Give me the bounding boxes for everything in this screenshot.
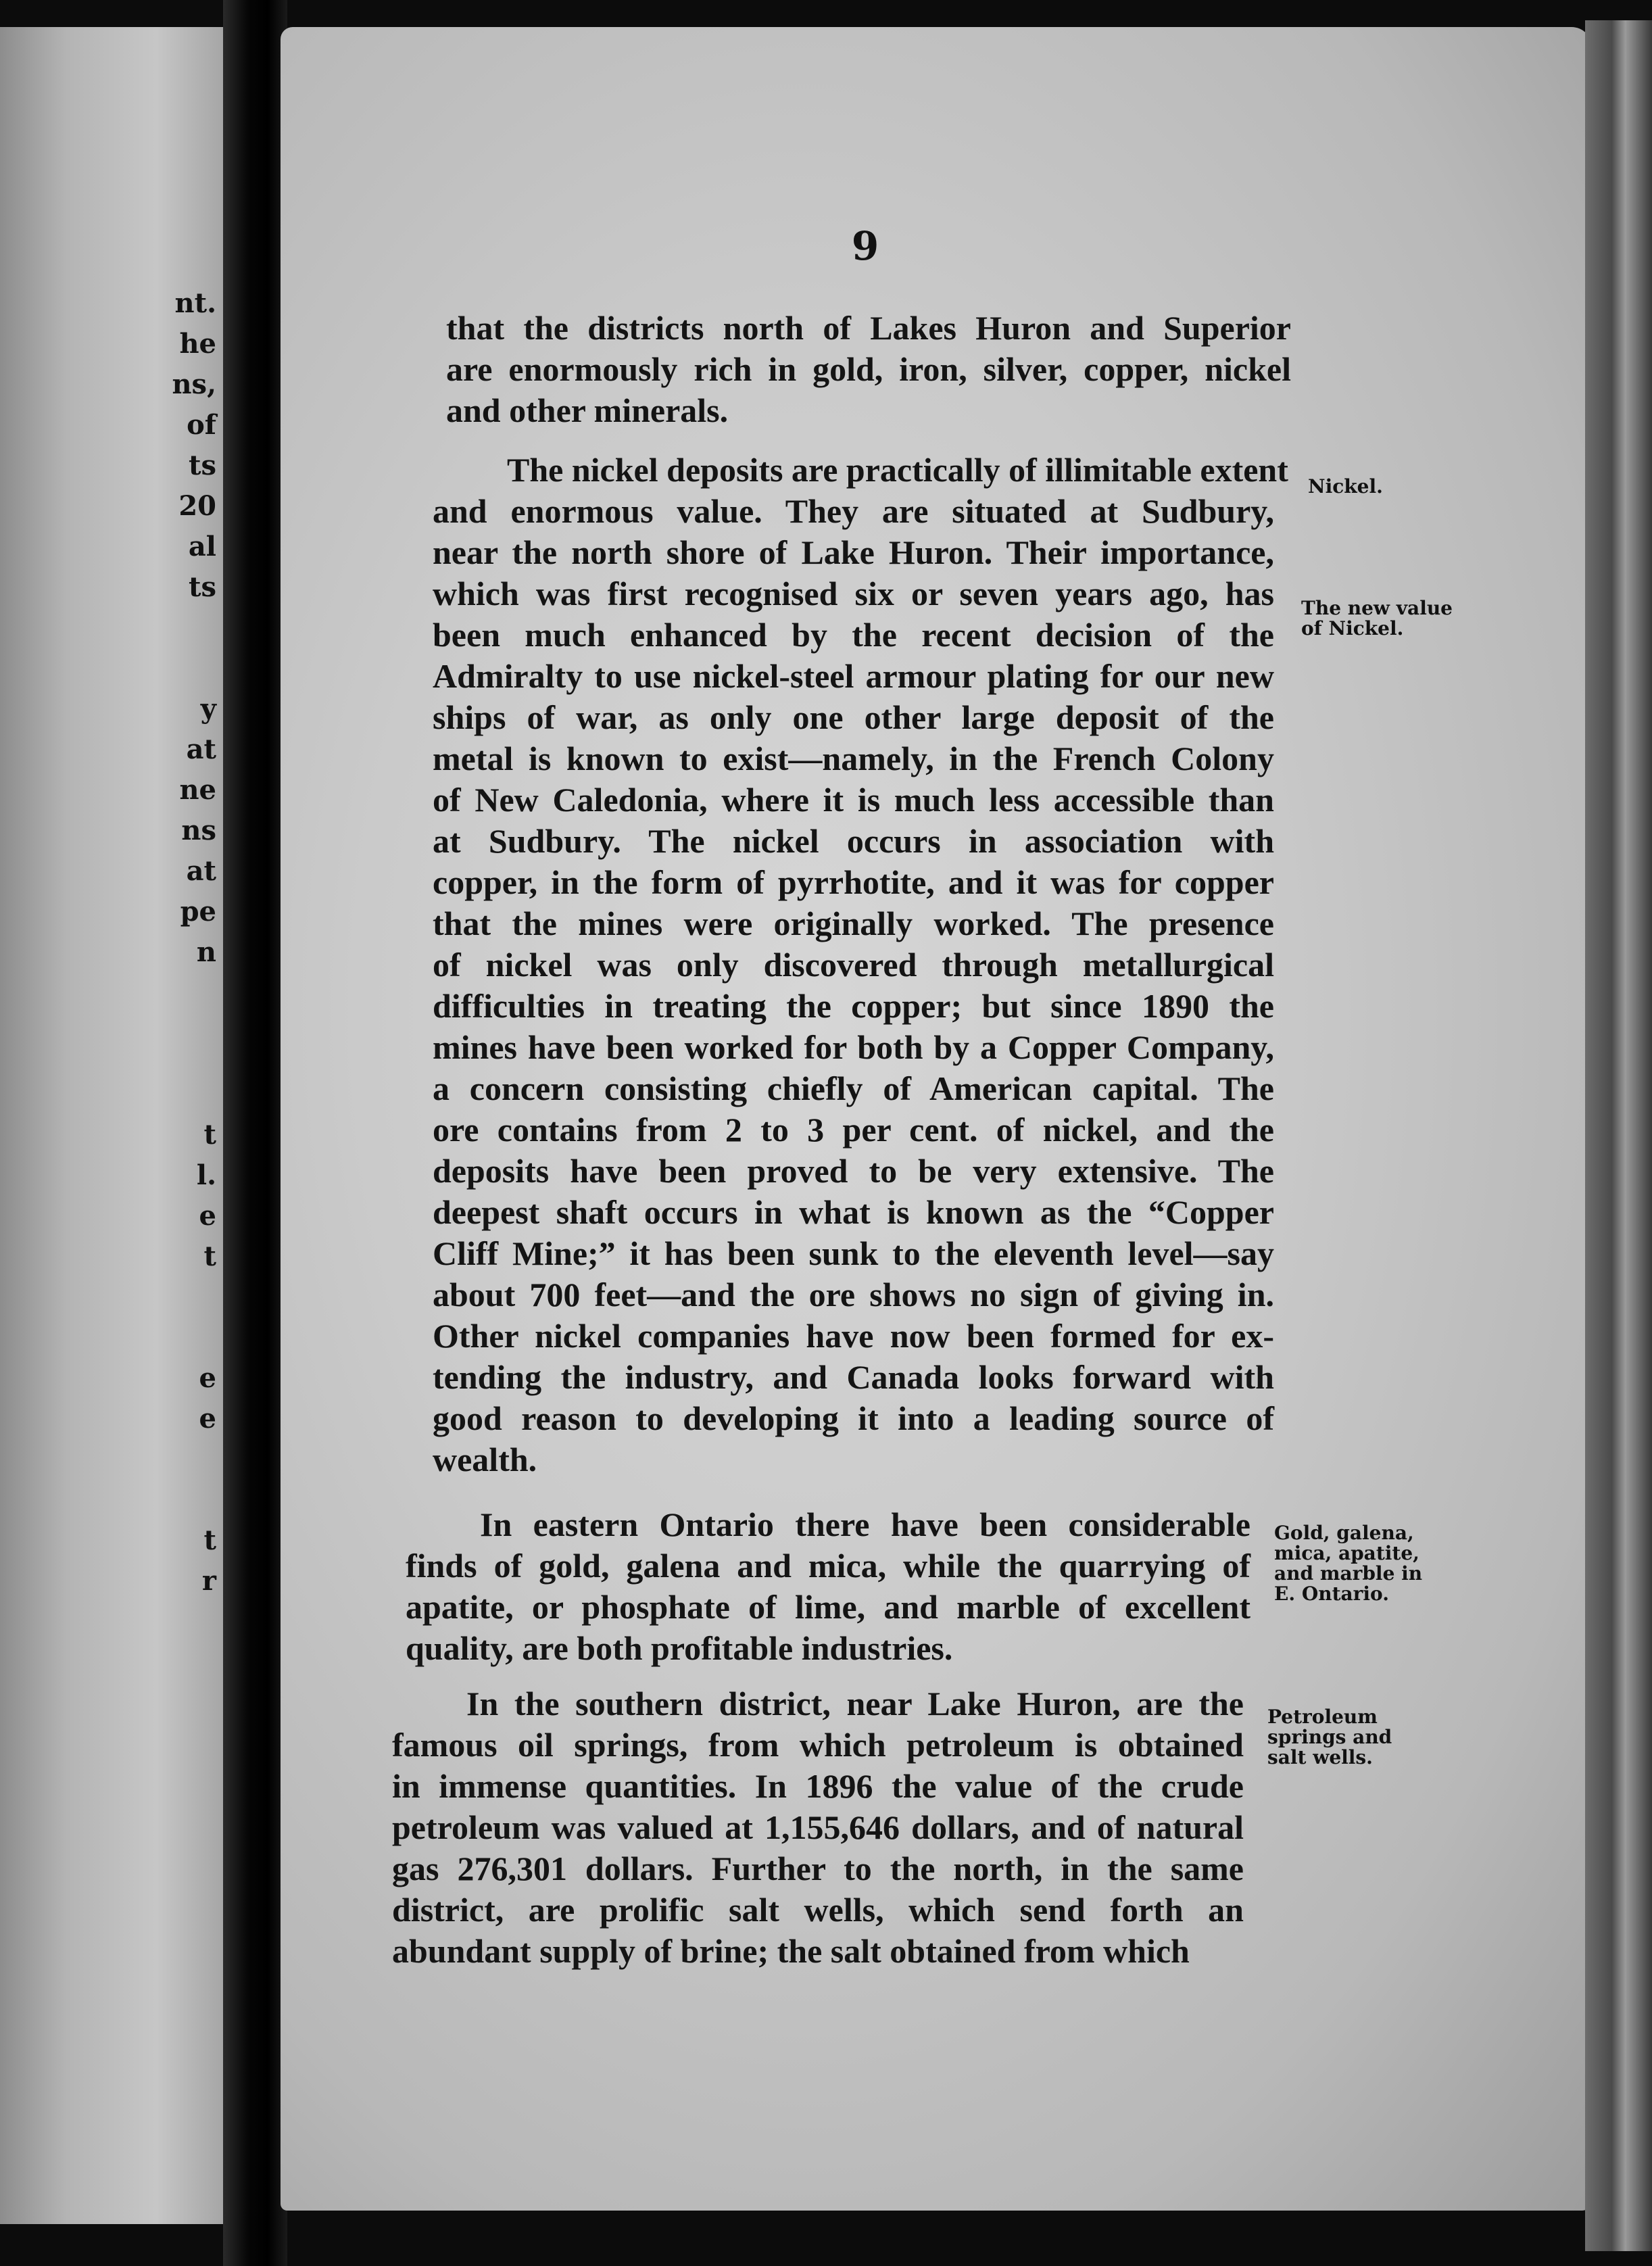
text-line: deepest shaft occurs in what is known as the “Copper [433, 1193, 1274, 1231]
previous-page-fragment: ns [181, 815, 216, 846]
book-gutter [223, 0, 287, 2266]
text-line: difficulties in treating the copper; but since 1890 the [433, 987, 1274, 1025]
previous-page-fragment: t [203, 1524, 216, 1556]
text-line: are enormously rich in gold, iron, silver, copper, nickel [446, 350, 1291, 388]
text-line: In eastern Ontario there have been considerable [480, 1505, 1250, 1543]
previous-page-fragment: l. [196, 1159, 216, 1191]
text-line: metal is known to exist—namely, in the French Colony [433, 740, 1274, 777]
text-line: about 700 feet—and the ore shows no sign of giving in. [433, 1276, 1274, 1313]
previous-page-fragment: e [199, 1362, 216, 1394]
previous-page-fragment: y [200, 693, 216, 725]
text-line: which was first recognised six or seven years ago, has [433, 575, 1274, 612]
page-stack-edge [1585, 20, 1652, 2251]
previous-page-fragment: 20 [178, 490, 216, 522]
text-line: abundant supply of brine; the salt obtained from which [392, 1932, 1190, 1970]
text-line: good reason to developing it into a leading source of [433, 1399, 1274, 1437]
text-line: quality, are both profitable industries. [406, 1629, 953, 1667]
text-line: Other nickel companies have now been formed for ex- [433, 1317, 1274, 1355]
text-line: a concern consisting chiefly of American capital. The [433, 1069, 1274, 1107]
text-line: at Sudbury. The nickel occurs in association with [433, 822, 1274, 860]
text-line: gas 276,301 dollars. Further to the north, in the same [392, 1850, 1244, 1887]
text-line: In the southern district, near Lake Huron, are the [466, 1685, 1244, 1722]
previous-page-fragment: t [203, 1119, 216, 1151]
text-line: of nickel was only discovered through metallurgical [433, 946, 1274, 984]
text-line: that the districts north of Lakes Huron and Superior [446, 309, 1291, 347]
previous-page-fragment: al [188, 531, 216, 562]
text-line: Admiralty to use nickel-steel armour plating for our new [433, 657, 1274, 695]
previous-page-fragment: pe [180, 896, 216, 927]
previous-page-fragment: at [186, 733, 216, 765]
text-line: petroleum was valued at 1,155,646 dollars, and of natural [392, 1808, 1244, 1846]
text-line: district, are prolific salt wells, which send forth an [392, 1891, 1244, 1929]
paragraph-nickel [433, 450, 1288, 1480]
previous-page-fragment: t [203, 1240, 216, 1272]
text-line: wealth. [433, 1441, 537, 1478]
text-line: apatite, or phosphate of lime, and marble of excellent [406, 1588, 1250, 1626]
text-line: of New Caledonia, where it is much less accessible than [433, 781, 1274, 819]
previous-page-fragment: nt. [174, 287, 216, 319]
previous-page-fragment: n [196, 936, 216, 968]
text-line: and enormous value. They are situated at Sudbury, [433, 492, 1274, 530]
text-line: in immense quantities. In 1896 the value of the crude [392, 1767, 1244, 1805]
sidenote-new-value-nickel: The new value of Nickel. [1301, 597, 1453, 640]
previous-page-fragment: ne [179, 774, 216, 806]
paragraph-minerals [446, 308, 1291, 431]
text-line: ships of war, as only one other large deposit of the [433, 698, 1274, 736]
previous-page-fragment: e [199, 1403, 216, 1435]
text-line: copper, in the form of pyrrhotite, and it was for copper [433, 863, 1274, 901]
previous-page-fragment: ts [189, 450, 216, 481]
previous-page-fragment: of [187, 409, 216, 441]
previous-page-fragment: e [199, 1200, 216, 1232]
text-line: deposits have been proved to be very extensive. The [433, 1152, 1274, 1190]
text-line: that the mines were originally worked. The presence [433, 905, 1274, 942]
text-line: and other minerals. [446, 391, 729, 429]
text-line: ore contains from 2 to 3 per cent. of nickel, and the [433, 1111, 1274, 1149]
previous-page-fragment: r [201, 1565, 216, 1597]
paragraph-eastern-ontario [406, 1504, 1250, 1669]
text-line: The nickel deposits are practically of illimitable extent [507, 451, 1288, 489]
previous-page-fragment: ns, [172, 368, 216, 400]
sidenote-gold-galena: Gold, galena, mica, apatite, and marble in E. Ontario. [1274, 1522, 1423, 1605]
text-line: near the north shore of Lake Huron. Their importance, [433, 533, 1274, 571]
sidenote-nickel: Nickel. [1308, 475, 1383, 498]
text-line: Cliff Mine;” it has been sunk to the eleventh level—say [433, 1234, 1274, 1272]
page-number: 9 [851, 223, 879, 269]
paragraph-southern-district [392, 1683, 1244, 1972]
text-line: finds of gold, galena and mica, while the quarrying of [406, 1547, 1250, 1585]
text-line: tending the industry, and Canada looks forward with [433, 1358, 1274, 1396]
text-line: mines have been worked for both by a Copper Company, [433, 1028, 1274, 1066]
previous-page-fragment: he [179, 328, 216, 360]
sidenote-petroleum: Petroleum springs and salt wells. [1267, 1706, 1392, 1768]
text-line: famous oil springs, from which petroleum is obtained [392, 1726, 1244, 1764]
text-line: been much enhanced by the recent decision of the [433, 616, 1274, 654]
previous-page-fragment: ts [189, 571, 216, 603]
previous-page-edge [0, 27, 223, 2224]
previous-page-fragment: at [186, 855, 216, 887]
